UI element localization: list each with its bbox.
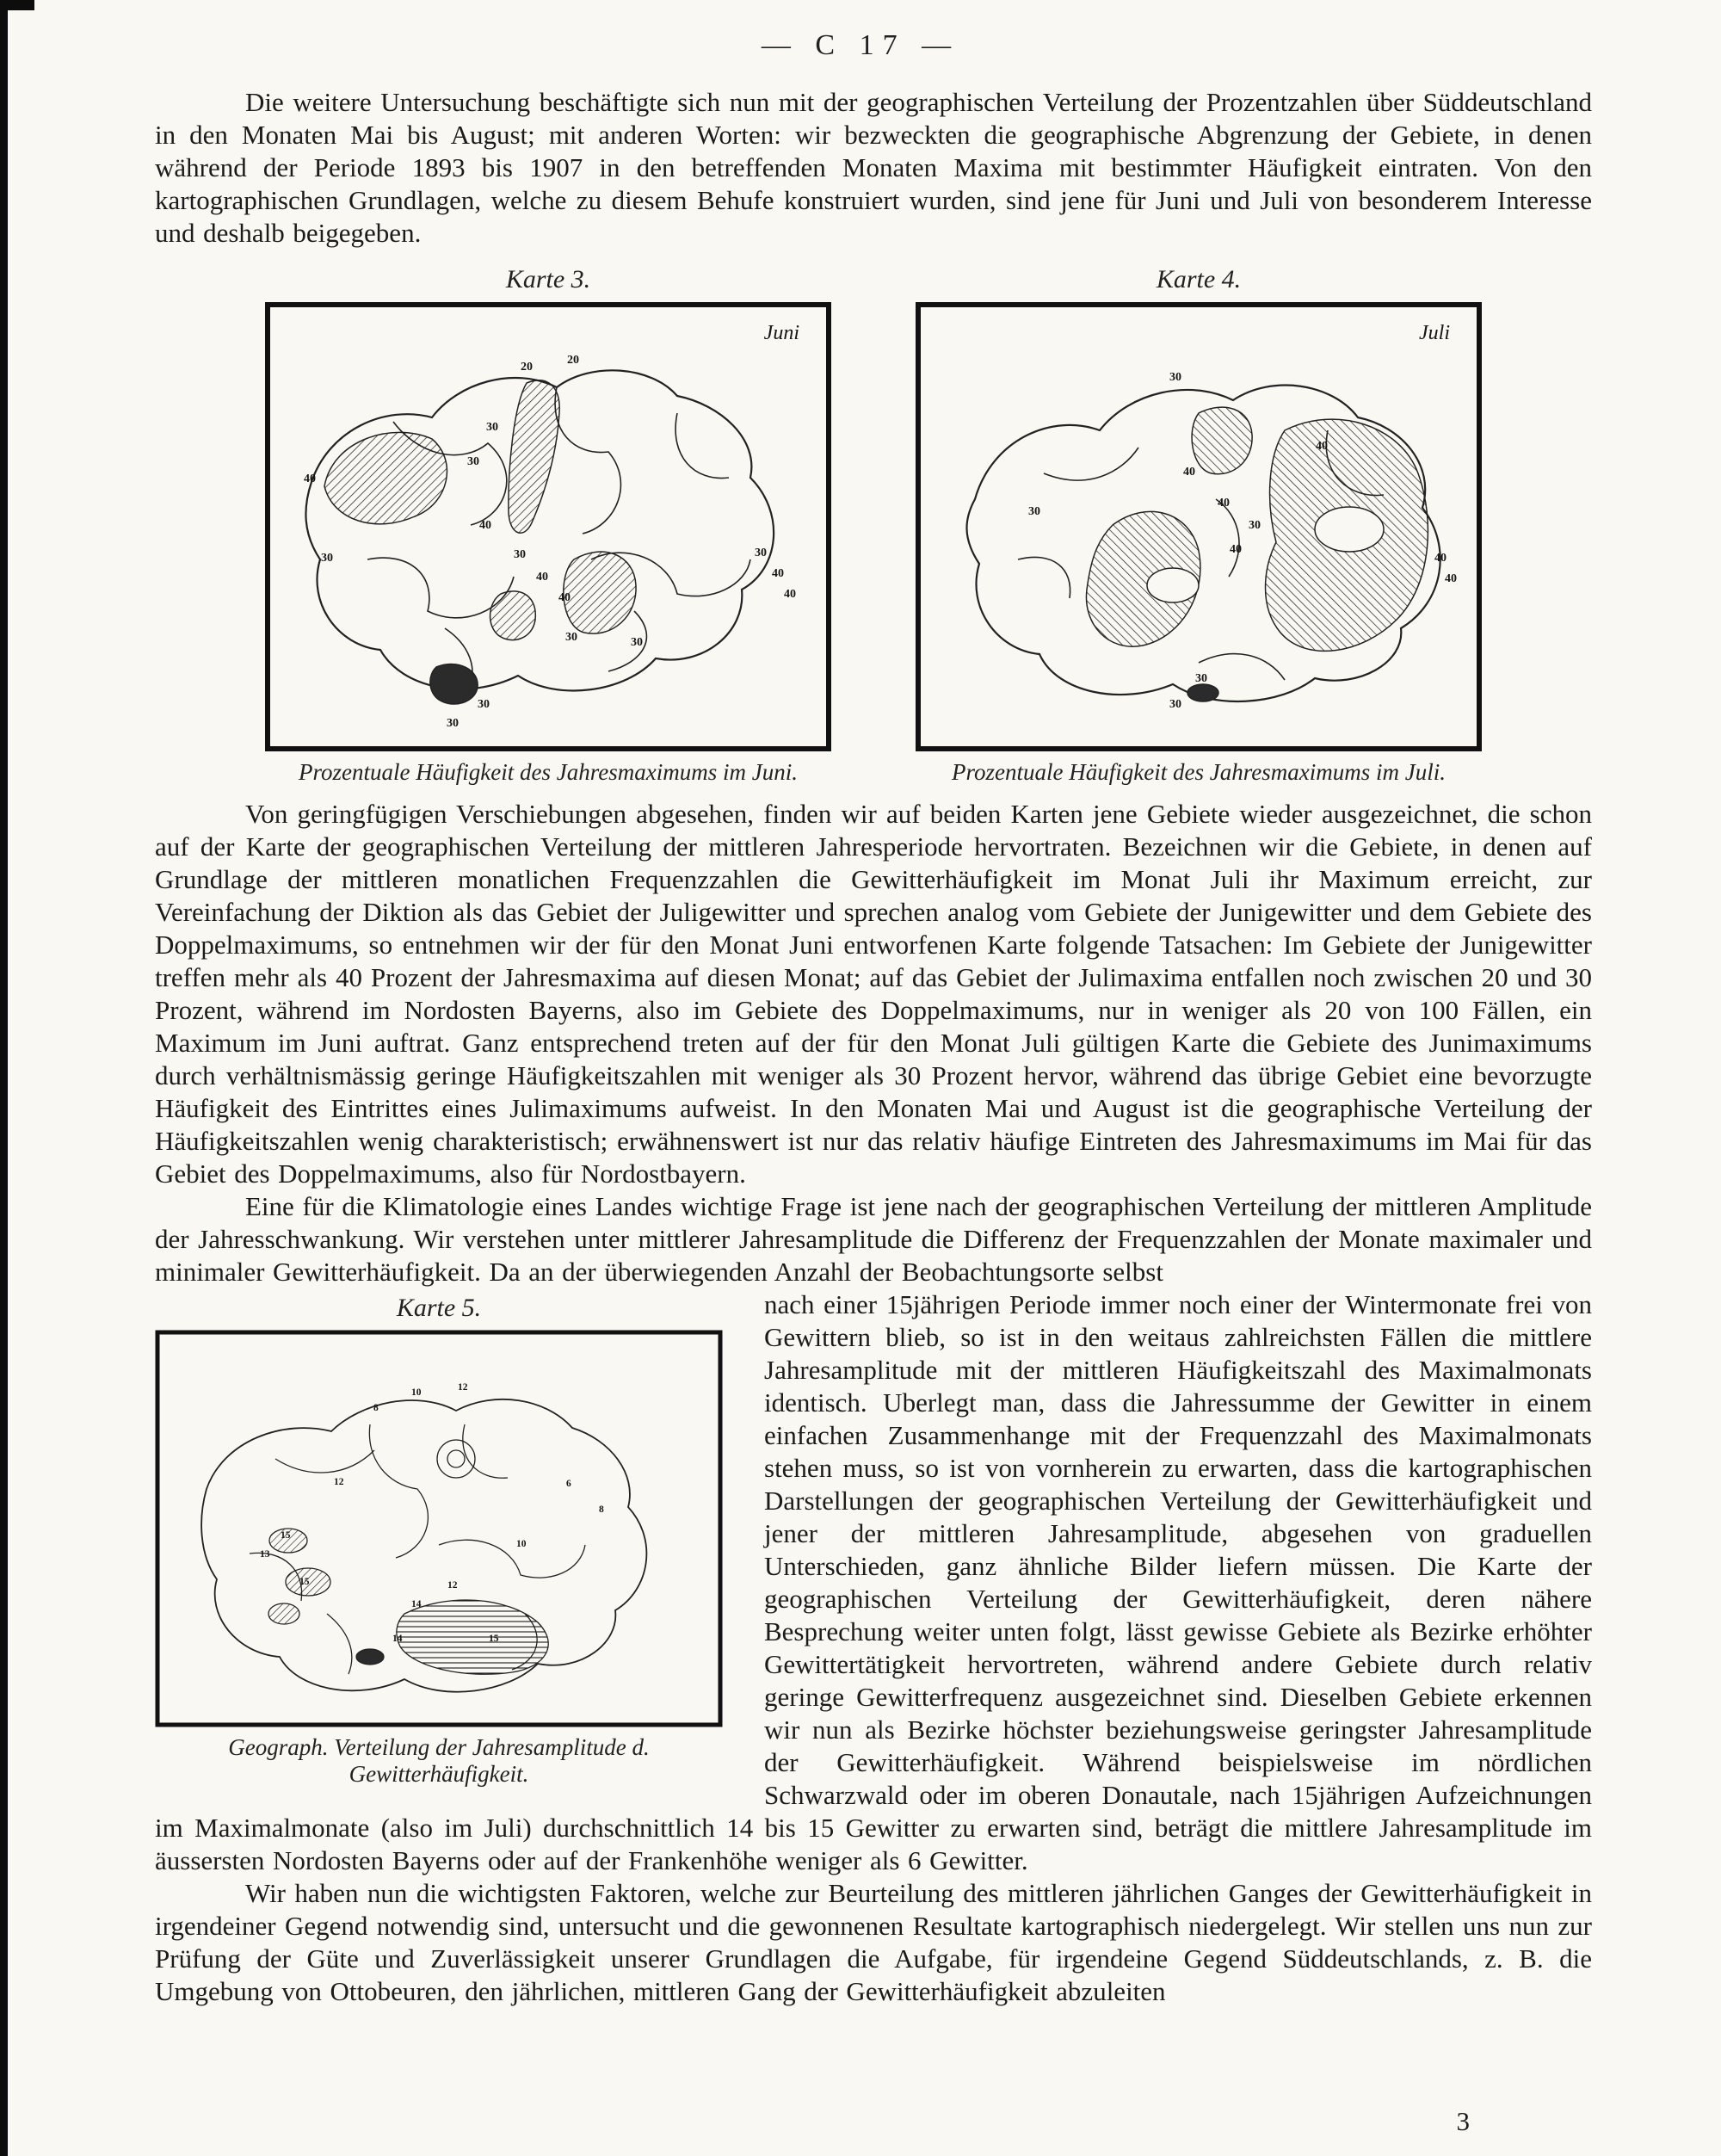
wrap-section bbox=[155, 1288, 1592, 1877]
figure-karte3-map bbox=[264, 301, 832, 752]
svg-text:40: 40 bbox=[1230, 543, 1242, 556]
svg-text:30: 30 bbox=[1195, 672, 1207, 685]
page-number: 3 bbox=[1456, 2106, 1470, 2136]
svg-text:12: 12 bbox=[447, 1580, 458, 1591]
figure-row bbox=[155, 265, 1592, 786]
svg-text:30: 30 bbox=[1169, 698, 1181, 711]
svg-text:15: 15 bbox=[489, 1634, 499, 1644]
figure-karte4 bbox=[915, 265, 1483, 786]
svg-text:15: 15 bbox=[299, 1577, 310, 1587]
svg-text:30: 30 bbox=[1028, 505, 1040, 518]
svg-text:40: 40 bbox=[479, 519, 491, 532]
svg-text:30: 30 bbox=[514, 548, 526, 561]
paragraph-maps-discussion: Von geringfügigen Verschiebungen abgesehen, finden wir auf beiden Karten jene Gebiete wieder ausgezeichnet, die schon auf der Karte der geographischen Verteilung der mittleren Jahresperiode hervortraten. Bezeichnen wir die Gebiete, in denen auf Grundlage der mittleren monatlichen Frequenzzahlen die Gewitterhäufigkeit im Monat Juli ihr Maximum erreicht, zur Vereinfachung der Diktion als das Gebiet der Juligewitter und sprechen analog vom Gebiete der Junigewitter und dem Gebiete des Doppelmaximums, so entnehmen wir der für den Monat Juni entworfenen Karte folgende Tatsachen: Im Gebiete der Junigewitter treffen mehr als 40 Prozent der Jahresmaxima auf diesen Monat; auf das Gebiet der Julimaxima entfallen noch zwischen 20 und 30 Prozent, während im Nordosten Bayerns, also im Gebiete des Doppelmaximums, nur in weniger als 20 von 100 Fällen, ein Maximum im Juni auftrat. Ganz entsprechend treten auf der für den Monat Juli gültigen Karte die Gebiete des Junimaximums durch verhältnismässig geringe Häufigkeitszahlen mit weniger als 30 Prozent hervor, während das übrige Gebiet eine bevorzugte Häufigkeit des Eintrittes eines Julimaximums aufweist. In den Monaten Mai und August ist die geographische Verteilung der Häufigkeitszahlen wenig charakteristisch; erwähnenswert ist nur das relativ häufige Eintreten des Jahresmaximums im Mai für das Gebiet des Doppelmaximums, also für Nordostbayern. bbox=[155, 799, 1592, 1189]
dark-region bbox=[430, 664, 478, 704]
paragraph-amplitude-intro: Eine für die Klimatologie eines Landes wichtige Frage ist jene nach der geographischen Verteilung der mittleren Amplitude der Jahresschwankung. Wir verstehen unter mittlerer Jahresamplitude die Differenz der Frequenzzahlen der Monate maximaler und minimaler Gewitterhäufigkeit. Da an der überwiegenden Anzahl der Beobachtungsorte selbst bbox=[155, 1191, 1592, 1287]
svg-text:12: 12 bbox=[458, 1382, 468, 1393]
svg-text:8: 8 bbox=[373, 1403, 379, 1413]
svg-text:40: 40 bbox=[1183, 466, 1195, 479]
svg-text:40: 40 bbox=[784, 588, 796, 601]
page-header: — C 17 — bbox=[761, 29, 960, 61]
scan-corner-artifact bbox=[0, 0, 34, 10]
dark-region bbox=[1187, 684, 1218, 701]
figure-karte3-title: Karte 3. bbox=[505, 265, 591, 293]
svg-text:30: 30 bbox=[565, 631, 577, 644]
figure-karte4-map bbox=[915, 301, 1483, 752]
svg-text:30: 30 bbox=[478, 698, 490, 711]
svg-text:40: 40 bbox=[772, 567, 784, 580]
svg-text:40: 40 bbox=[1445, 572, 1457, 585]
figure-karte4-caption: Prozentuale Häufigkeit des Jahresmaximums im Juli. bbox=[952, 759, 1446, 785]
svg-text:30: 30 bbox=[755, 547, 767, 559]
karte3-map-svg bbox=[264, 301, 832, 752]
svg-text:14: 14 bbox=[411, 1599, 422, 1609]
figure-karte5-title: Karte 5. bbox=[396, 1294, 482, 1322]
svg-text:40: 40 bbox=[1218, 497, 1230, 510]
map-frame-border bbox=[268, 305, 829, 749]
svg-text:8: 8 bbox=[599, 1504, 604, 1515]
svg-text:20: 20 bbox=[521, 361, 533, 374]
hatched-regions bbox=[324, 380, 636, 704]
figure-karte4-title: Karte 4. bbox=[1156, 265, 1242, 293]
svg-text:40: 40 bbox=[1316, 440, 1328, 453]
svg-text:14: 14 bbox=[392, 1634, 403, 1644]
dark-region bbox=[356, 1649, 384, 1665]
svg-text:10: 10 bbox=[411, 1387, 422, 1398]
figure-karte5-caption: Geograph. Verteilung der Jahresamplitude d. Gewitterhäufigkeit. bbox=[228, 1734, 650, 1787]
svg-text:20: 20 bbox=[567, 354, 579, 367]
svg-text:30: 30 bbox=[1169, 371, 1181, 384]
svg-text:12: 12 bbox=[334, 1477, 344, 1487]
svg-text:30: 30 bbox=[321, 552, 333, 565]
page-content bbox=[0, 62, 1721, 2008]
scan-edge-artifact bbox=[0, 0, 8, 2156]
svg-text:40: 40 bbox=[536, 571, 548, 584]
svg-text:30: 30 bbox=[467, 455, 479, 468]
map-contours bbox=[367, 387, 750, 693]
paragraph-conclusion: Wir haben nun die wichtigsten Faktoren, welche zur Beurteilung des mittleren jährlichen Ganges der Gewitterhäufigkeit in irgendeiner Gegend notwendig sind, untersucht und die gewonnenen Resultate kartographisch niedergelegt. Wir stellen uns nun zur Prüfung der Güte und Zuverlässigkeit unserer Grundlagen die Aufgabe, für irgendeine Gegend Süddeutschlands, z. B. die Umgebung von Ottobeuren, den jährlichen, mittleren Gang der Gewitterhäufigkeit abzuleiten bbox=[155, 1878, 1592, 2006]
karte5-map-svg bbox=[155, 1330, 723, 1727]
paragraph-intro: Die weitere Untersuchung beschäftigte sich nun mit der geographischen Verteilung der Prozentzahlen über Süddeutschland in den Monaten Mai bis August; mit anderen Worten: wir bezweckten die geographische Abgrenzung der Gebiete, in denen während der Periode 1893 bis 1907 in den betreffenden Monaten Maxima mit bestimmter Häufigkeit eintraten. Von den kartographischen Grundlagen, welche zu diesem Behufe konstruiert wurden, sind jene für Juni und Juli von besonderem Interesse und deshalb beigegeben. bbox=[155, 87, 1592, 248]
karte4-map-svg bbox=[915, 301, 1483, 752]
svg-text:30: 30 bbox=[631, 636, 643, 649]
svg-text:40: 40 bbox=[304, 473, 316, 485]
figure-karte3 bbox=[264, 265, 832, 786]
paragraph-amplitude-wrap: nach einer 15jährigen Periode immer noch einer der Wintermonate frei von Gewittern blieb, so ist in den weitaus zahlreichsten Fällen die mittlere Jahresamplitude mit der mittleren Häufigkeitszahl des Maximalmonats identisch. Uberlegt man, dass die Jahressumme der Gewitter in einem einfachen Zusammenhange mit der Frequenzzahl des Maximalmonats stehen muss, so ist von vornherein zu erwarten, dass die kartographischen Darstellungen der geographischen Verteilung der Gewitterhäufigkeit und jener der mittleren Jahresamplitude, abgesehen von graduellen Unterschieden, ganz ähnliche Bilder liefern müssen. Die Karte der geographischen Verteilung der Gewitterhäufigkeit, deren nähere Besprechung weiter unten folgt, lässt gewisse Gebiete als Bezirke erhöhter Gewittertätigkeit hervortreten, während andere Gebiete durch relativ geringe Gewitterfrequenz ausgezeichnet sind. Dieselben Gebiete erkennen wir nun als Bezirke höchster beziehungsweise geringster Jahresamplitude der Gewitterhäufigkeit. Während beispielsweise im nördlichen Schwarzwald oder im oberen Donautale, nach 15jährigen Aufzeichnungen im Maximalmonate (also im Juli) durchschnittlich 14 bis 15 Gewitter zu erwarten sind, beträgt die mittlere Jahresamplitude im äussersten Nordosten Bayerns oder auf der Frankenhöhe weniger als 6 Gewitter. bbox=[155, 1289, 1592, 1875]
figure-karte5-map bbox=[155, 1330, 723, 1727]
figure-karte3-caption: Prozentuale Häufigkeit des Jahresmaximums im Juni. bbox=[299, 759, 798, 785]
figure-karte5 bbox=[155, 1294, 723, 1788]
svg-text:30: 30 bbox=[447, 717, 459, 730]
svg-text:40: 40 bbox=[1434, 552, 1447, 565]
svg-text:40: 40 bbox=[558, 591, 571, 604]
hatched-regions bbox=[268, 1529, 548, 1674]
svg-text:30: 30 bbox=[1249, 519, 1261, 532]
svg-text:15: 15 bbox=[281, 1530, 291, 1541]
svg-text:10: 10 bbox=[516, 1539, 527, 1549]
month-label-juni: Juni bbox=[763, 322, 799, 344]
svg-text:30: 30 bbox=[486, 421, 498, 434]
svg-text:13: 13 bbox=[260, 1549, 270, 1560]
month-label-juli: Juli bbox=[1419, 322, 1450, 344]
svg-text:6: 6 bbox=[566, 1479, 571, 1489]
